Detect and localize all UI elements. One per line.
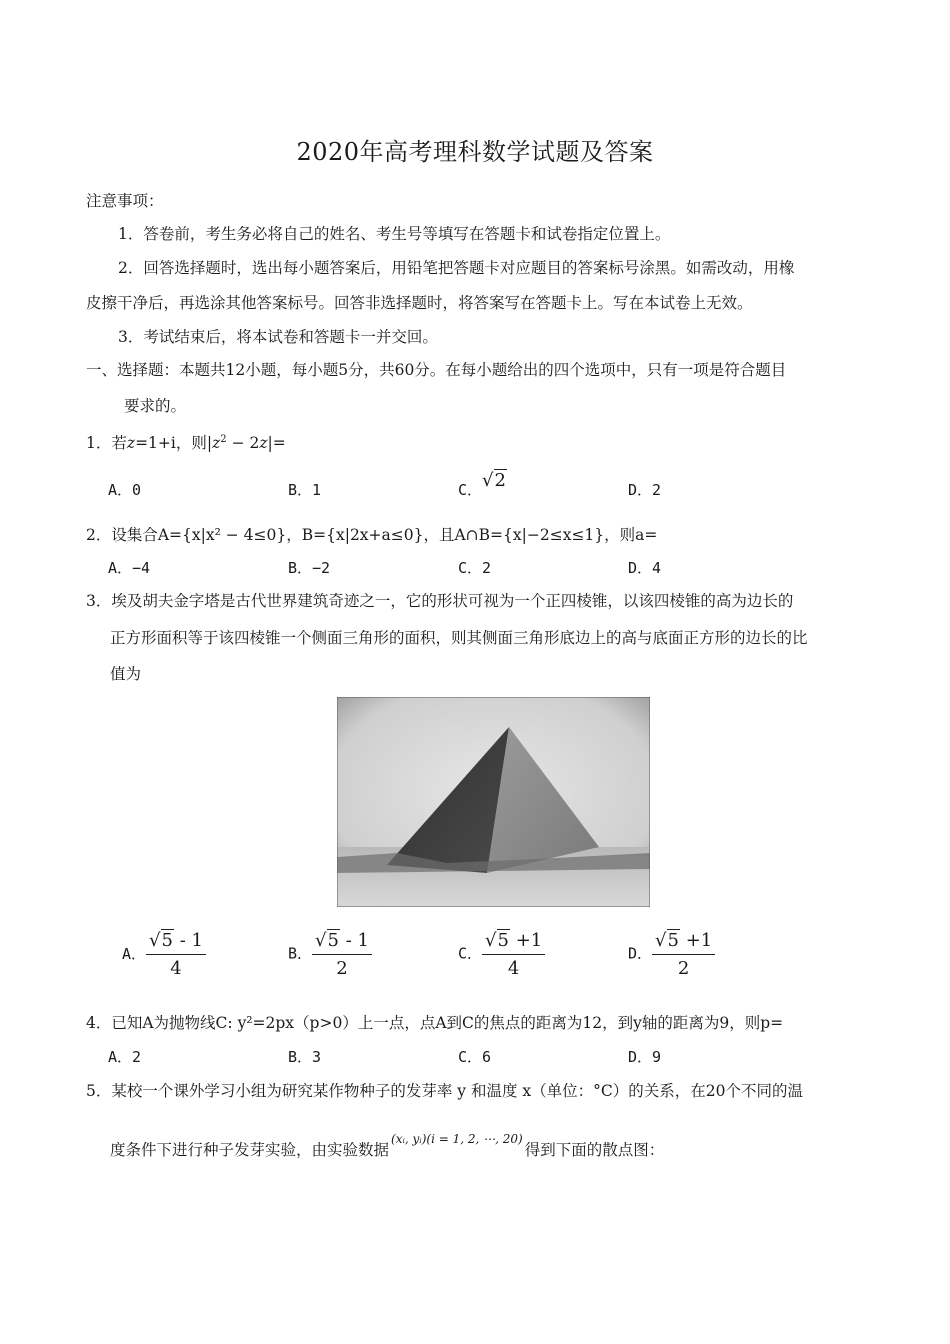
radicand: 5 [667,930,679,951]
denominator: 4 [507,958,520,979]
q3-option-d[interactable] [628,930,715,979]
var-z: z [126,434,136,453]
q4-option-d[interactable]: D．9 [628,1048,662,1066]
q2-option-c[interactable]: C．2 [458,559,492,577]
q3-option-c-label: C． [458,944,483,963]
radicand: 5 [161,930,173,951]
fraction: $\frac{√5 - 1}{2}$ [312,930,372,979]
q5-text-b: 得到下面的散点图： [524,1141,665,1159]
radicand: 5 [327,930,339,951]
q3-option-a[interactable] [122,930,206,979]
question-2: 2．设集合A={x|x² − 4≤0}，B={x|2x+a≤0}，且A∩B={x|−2≤x≤1}，则a= [86,526,658,544]
page-title: 2020年高考理科数学试题及答案 [296,138,654,166]
question-number: 1． [86,434,112,453]
q1-tail: − 2 [226,434,260,453]
q1-option-c-label: C． [458,481,483,499]
var-z: z [259,434,268,453]
q3-option-b-label: B． [288,944,313,963]
q1-option-d[interactable]: D．2 [628,481,662,499]
fraction: $\frac{√5 +1}{2}$ [652,930,715,979]
denominator: 2 [336,958,348,979]
pyramid-photo [337,697,650,907]
notice-item-3: 3．考试结束后，将本试卷和答题卡一并交回。 [118,328,438,346]
q2-option-d[interactable]: D．4 [628,559,662,577]
radicand: 5 [497,930,509,951]
question-1 [86,430,286,453]
question-3-line-2: 正方形面积等于该四棱锥一个侧面三角形的面积，则其侧面三角形底边上的高与底面正方形的边长的比 [110,629,808,647]
q4-option-c[interactable]: C．6 [458,1048,492,1066]
q1-option-a[interactable]: A．0 [108,481,142,499]
q3-option-d-label: D． [628,944,653,963]
notice-item-2-cont: 皮擦干净后，再选涂其他答案标号。回答非选择题时，将答案写在答题卡上。写在本试卷上无效。 [86,294,753,312]
fraction: $\frac{√5 - 1}{4}$ [146,930,206,979]
exponent: 2 [220,434,227,445]
radicand: 2 [494,470,506,491]
q1-option-b[interactable]: B．1 [288,481,322,499]
data-formula: (xᵢ, yᵢ)(i = 1, 2, ⋯, 20) [391,1132,523,1146]
q3-option-a-label: A． [122,944,147,963]
q1-option-c[interactable] [458,470,507,500]
fraction: $\frac{√5 +1}{4}$ [482,930,545,979]
sqrt-expression: √2 [482,470,506,491]
q2-option-a[interactable]: A．−4 [108,559,151,577]
notice-item-2: 2．回答选择题时，选出每小题答案后，用铅笔把答题卡对应题目的答案标号涂黑。如需改动，用橡 [118,259,795,277]
q4-option-b[interactable]: B．3 [288,1048,322,1066]
question-3-line-1: 3．埃及胡夫金字塔是古代世界建筑奇迹之一，它的形状可视为一个正四棱锥，以该四棱锥的高为边长的 [86,592,794,610]
q3-option-c[interactable] [458,930,545,979]
denominator: 4 [170,958,182,979]
q3-option-b[interactable] [288,930,372,979]
q2-option-b[interactable]: B．−2 [288,559,331,577]
q1-mid: =1+i，则| [135,434,213,453]
q4-option-a[interactable]: A．2 [108,1048,142,1066]
q1-pre: 若 [111,434,127,453]
notice-item-1: 1．答卷前，考生务必将自己的姓名、考生号等填写在答题卡和试卷指定位置上。 [118,225,671,243]
q5-text-a: 度条件下进行种子发芽实验，由实验数据 [110,1141,390,1159]
question-4: 4．已知A为抛物线C: y²=2px（p>0）上一点，点A到C的焦点的距离为12，到y轴的距离为9，则p= [86,1014,784,1032]
question-3-line-3: 值为 [110,665,142,683]
q1-end: |= [267,434,286,453]
denominator: 2 [677,958,690,979]
notice-heading: 注意事项： [86,192,164,210]
section-heading: 一、选择题：本题共12小题，每小题5分，共60分。在每小题给出的四个选项中，只有一项是符合题目 [86,361,787,379]
section-heading-cont: 要求的。 [124,397,187,415]
var-z: z [212,434,221,453]
question-5-line-1: 5．某校一个课外学习小组为研究某作物种子的发芽率 y 和温度 x（单位：°C）的关系，在20个不同的温 [86,1082,803,1100]
